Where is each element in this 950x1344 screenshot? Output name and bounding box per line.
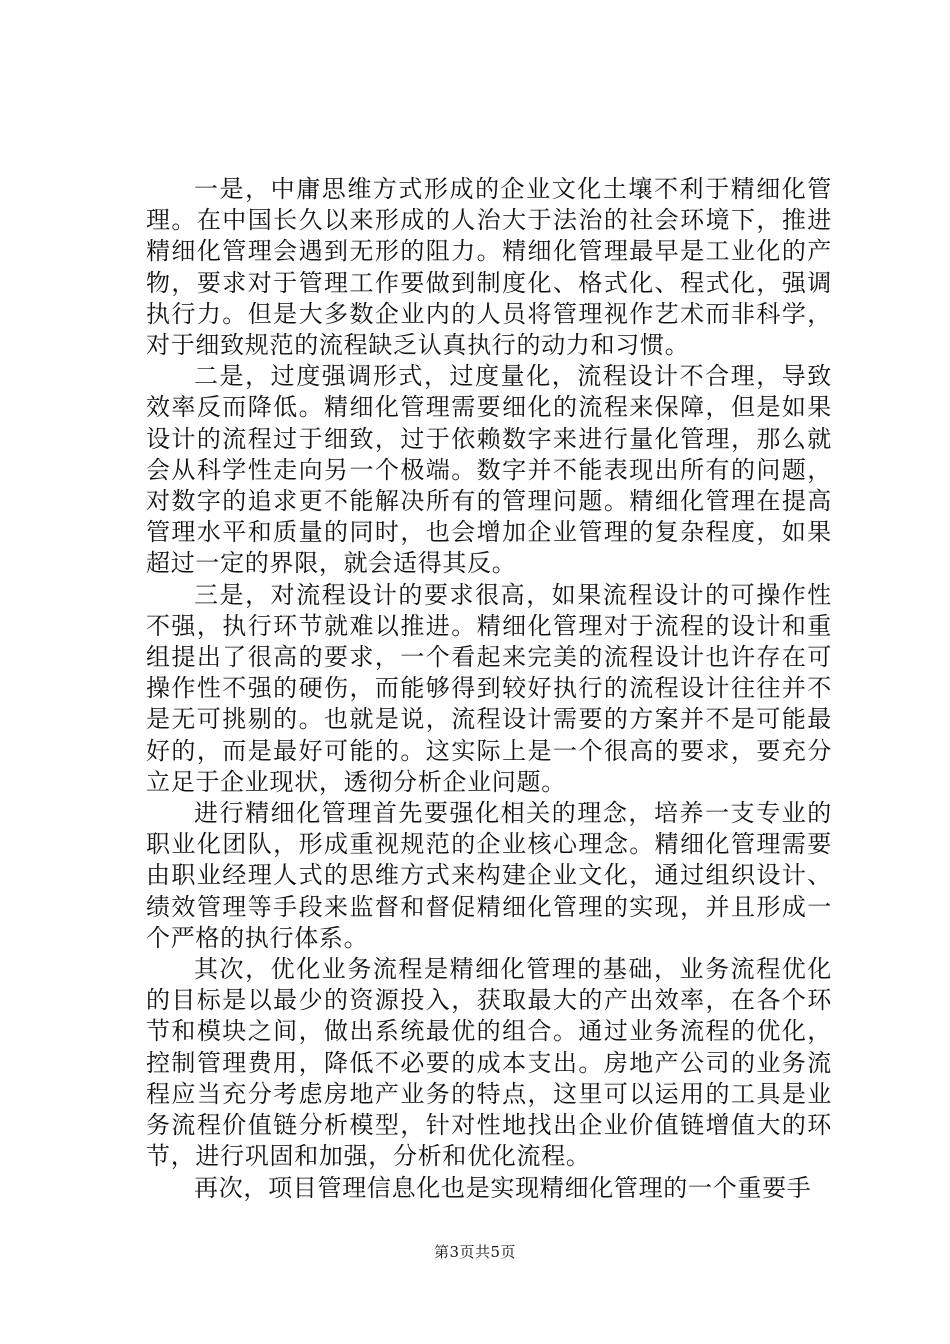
paragraph-1: 一是，中庸思维方式形成的企业文化土壤不利于精细化管理。在中国长久以来形成的人治大于法治的社会环境下，推进精细化管理会遇到无形的阻力。精细化管理最早是工业化的产物，要求对于管理工作要做到制度化、格式化、程式化，强调执行力。但是大多数企业内的人员将管理视作艺术而非科学，对于细致规范的流程缺乏认真执行的动力和习惯。 bbox=[146, 175, 832, 360]
paragraph-2: 二是，过度强调形式，过度量化，流程设计不合理，导致效率反而降低。精细化管理需要细化的流程来保障，但是如果设计的流程过于细致，过于依赖数字来进行量化管理，那么就会从科学性走向另一个极端。数字并不能表现出所有的问题，对数字的追求更不能解决所有的管理问题。精细化管理在提高管理水平和质量的同时，也会增加企业管理的复杂程度，如果超过一定的界限，就会适得其反。 bbox=[146, 362, 832, 578]
document-body bbox=[146, 174, 832, 1204]
paragraph-3: 三是，对流程设计的要求很高，如果流程设计的可操作性不强，执行环节就难以推进。精细化管理对于流程的设计和重组提出了很高的要求，一个看起来完美的流程设计也许存在可操作性不强的硬伤，而能够得到较好执行的流程设计往往并不是无可挑剔的。也就是说，流程设计需要的方案并不是可能最好的，而是最好可能的。这实际上是一个很高的要求，要充分立足于企业现状，透彻分析企业问题。 bbox=[146, 580, 832, 796]
paragraph-5: 其次，优化业务流程是精细化管理的基础，业务流程优化的目标是以最少的资源投入，获取最大的产出效率，在各个环节和模块之间，做出系统最优的组合。通过业务流程的优化，控制管理费用，降低不必要的成本支出。房地产公司的业务流程应当充分考虑房地产业务的特点，这里可以运用的工具是业务流程价值链分析模型，针对性地找出企业价值链增值大的环节，进行巩固和加强，分析和优化流程。 bbox=[146, 955, 832, 1171]
page-total: 共5页 bbox=[475, 1243, 517, 1261]
paragraph-6: 再次，项目管理信息化也是实现精细化管理的一个重要手 bbox=[194, 1173, 812, 1202]
paragraph-4: 进行精细化管理首先要强化相关的理念，培养一支专业的职业化团队，形成重视规范的企业核心理念。精细化管理需要由职业经理人式的思维方式来构建企业文化，通过组织设计、绩效管理等手段来监督和督促精细化管理的实现，并且形成一个严格的执行体系。 bbox=[146, 799, 832, 952]
page-footer bbox=[0, 1242, 950, 1262]
page-number: 第3页 bbox=[433, 1243, 475, 1261]
